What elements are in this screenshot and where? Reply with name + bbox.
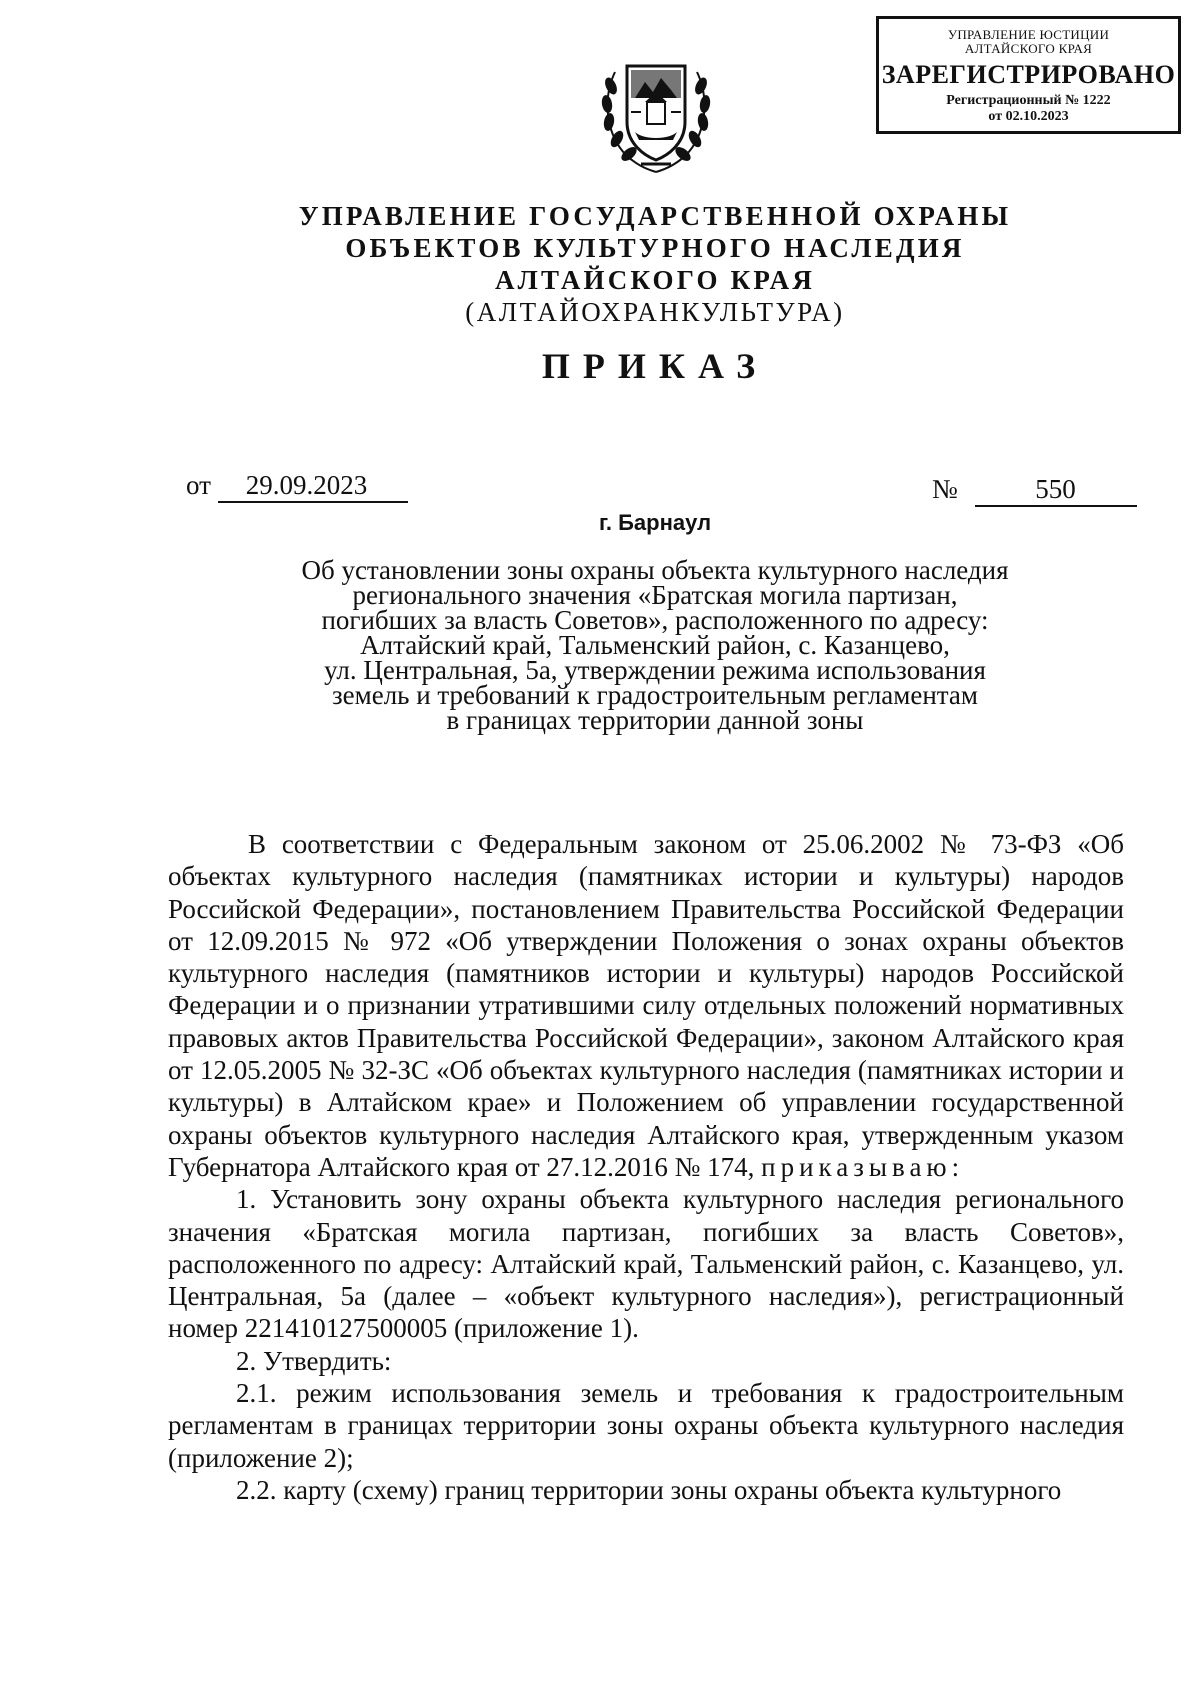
agency-header: [0, 200, 1200, 328]
city: г. Барнаул: [598, 510, 712, 535]
order-subject: [0, 555, 1200, 735]
altai-krai-coat-of-arms-icon: [595, 52, 717, 176]
agency-line2: ОБЪЕКТОВ КУЛЬТУРНОГО НАСЛЕДИЯ: [345, 233, 965, 263]
item-2-1: 2.1. режим использования земель и требования к градостроительным регламентам в границах территории зоны охраны объекта культурного наследия (приложение 2);: [168, 1378, 1124, 1473]
subject-line: погибших за власть Советов», расположенного по адресу:: [321, 605, 989, 635]
item-2-2: 2.2. карту (схему) границ территории зоны охраны объекта культурного: [236, 1474, 1062, 1505]
preamble-text: В соответствии с Федеральным законом от 25.06.2002 № 73-ФЗ «Об объектах культурного наследия (памятниках истории и культуры) народов Российской Федерации», постановлением Правительства Российской Федерации от 12.09.2015 № 972 «Об утверждении Положения о зонах охраны объектов культурного наследия (памятников истории и культуры) народов Российской Федерации и о признании утратившими силу отдельных положений нормативных правовых актов Правительства Российской Федерации», законом Алтайского края от 12.05.2005 № 32-ЗС «Об объектах культурного наследия (памятниках истории и культуры) в Алтайском крае» и Положением об управлении государственной охраны объектов культурного наследия Алтайского края, утвержденным указом Губернатора Алтайского края от 27.12.2016 № 174,: [168, 829, 1124, 1182]
date-prefix: от: [186, 470, 211, 500]
agency-short-name: (АЛТАЙОХРАНКУЛЬТУРА): [465, 297, 845, 327]
subject-line: в границах территории данной зоны: [446, 705, 864, 735]
order-date: [186, 470, 408, 503]
stamp-org-line2: АЛТАЙСКОГО КРАЯ: [964, 41, 1093, 56]
number-value: 550: [975, 474, 1137, 507]
subject-line: регионального значения «Братская могила партизан,: [352, 580, 958, 610]
number-prefix: №: [932, 474, 958, 504]
order-body: [168, 828, 1124, 1506]
subject-line: Об установлении зоны охраны объекта культурного наследия: [301, 555, 1009, 585]
subject-line: земель и требований к градостроительным регламентам: [331, 680, 979, 710]
subject-line: ул. Центральная, 5а, утверждении режима использования: [324, 655, 986, 685]
subject-line: Алтайский край, Тальменский район, с. Казанцево,: [360, 630, 950, 660]
date-value: 29.09.2023: [218, 470, 408, 503]
item-2: 2. Утвердить:: [236, 1345, 392, 1376]
stamp-reg-date: от 02.10.2023: [988, 109, 1069, 124]
stamp-status: ЗАРЕГИСТРИРОВАНО: [881, 60, 1176, 89]
order-verb: приказываю:: [761, 1151, 965, 1182]
agency-line3: АЛТАЙСКОГО КРАЯ: [494, 265, 816, 295]
stamp-org-line1: УПРАВЛЕНИЕ ЮСТИЦИИ: [947, 27, 1110, 42]
registration-stamp: [876, 16, 1181, 134]
agency-line1: УПРАВЛЕНИЕ ГОСУДАРСТВЕННОЙ ОХРАНЫ: [298, 201, 1012, 231]
document-type: ПРИКАЗ: [541, 346, 769, 386]
preamble-paragraph: [168, 828, 1124, 1183]
stamp-reg-number: Регистрационный № 1222: [946, 93, 1111, 108]
item-1: 1. Установить зону охраны объекта культурного наследия регионального значения «Братская могила партизан, погибших за власть Советов», расположенного по адресу: Алтайский край, Тальменский район, с. Казанцево, ул. Центральная, 5а (далее – «объект культурного наследия»), регистрационный номер 221410127500005 (приложение 1).: [168, 1184, 1124, 1344]
order-number: [932, 474, 1137, 507]
